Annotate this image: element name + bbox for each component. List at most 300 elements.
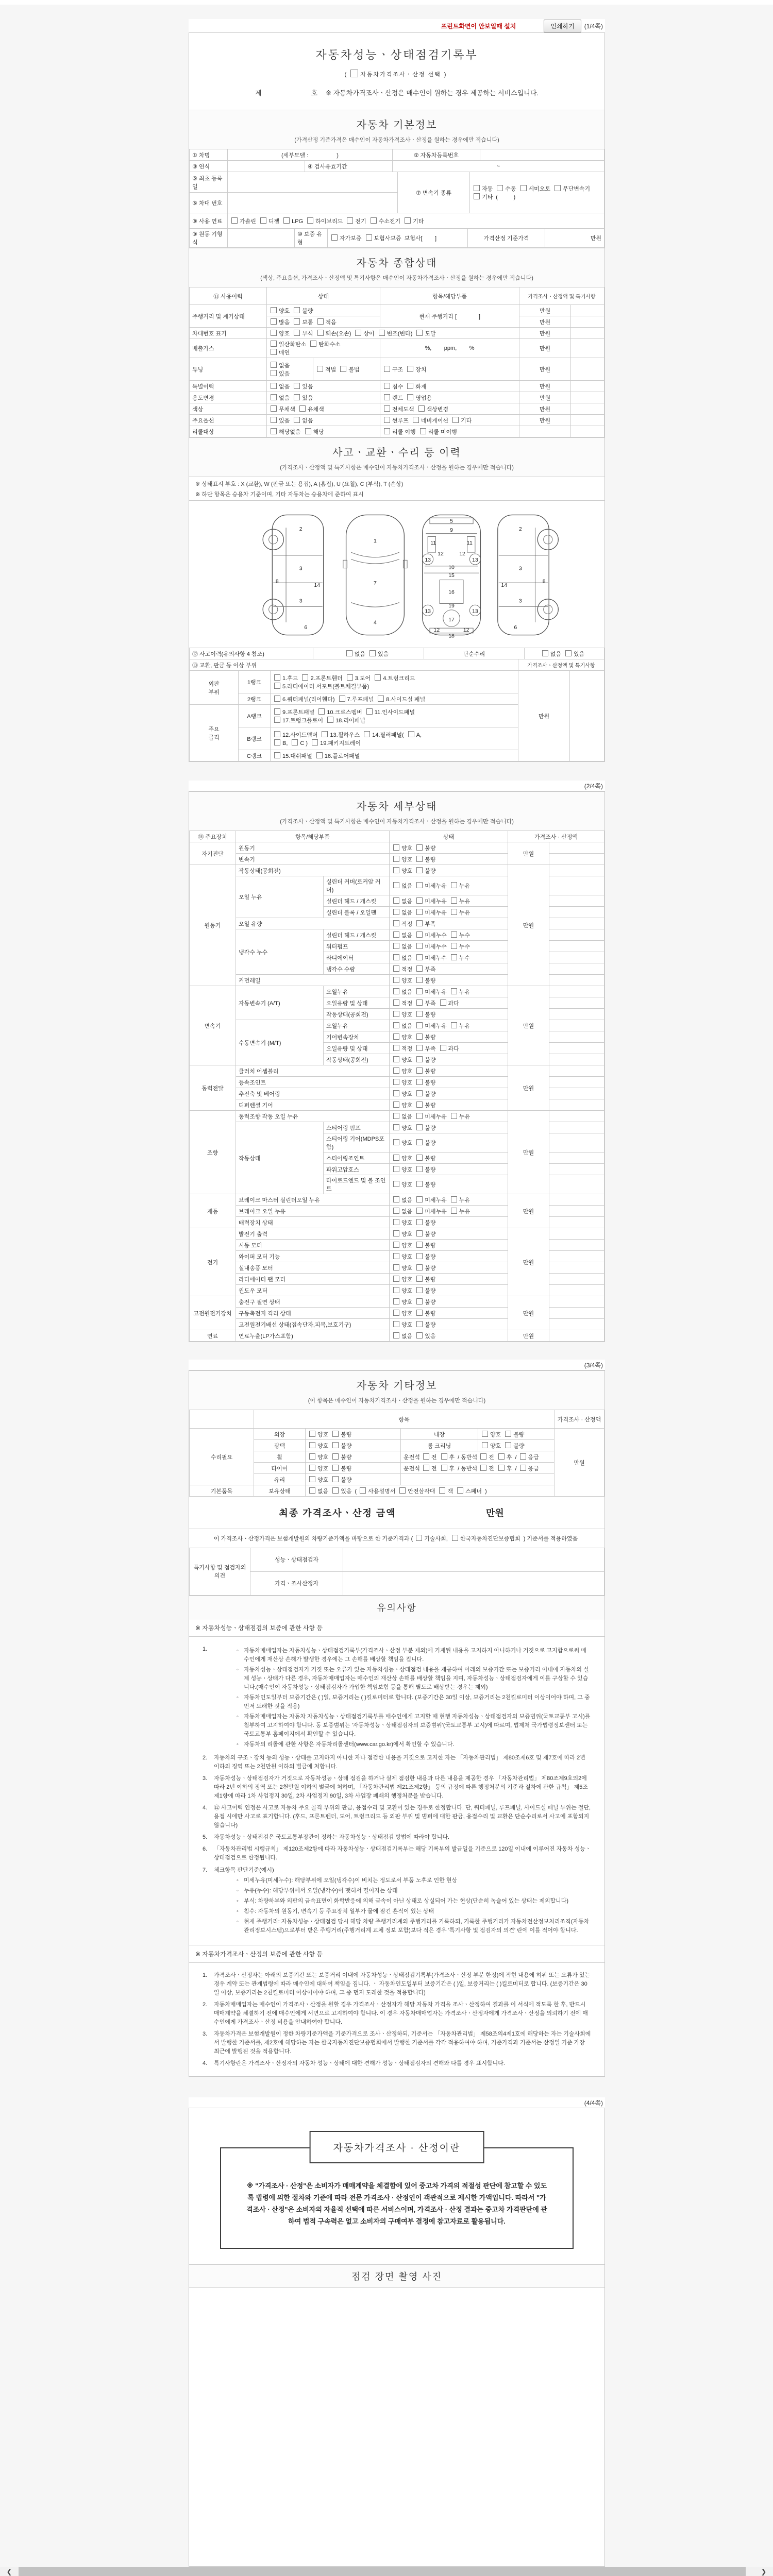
checkbox[interactable] (416, 1535, 422, 1541)
note-cell (571, 316, 604, 328)
note-cell (549, 842, 604, 854)
scroll-right-button[interactable]: ❯ (754, 2567, 773, 2576)
checkbox[interactable] (407, 383, 413, 389)
notice-text: 「자동차관리법 시행규칙」 제120조제2항에 따라 자동차성능ㆍ상태점검기록부는 해당 기록부의 발급일을 기준으로 120일 이내에 이루어진 자동차 성능ㆍ상태점검으로 한정됩니다. (214, 1846, 591, 1861)
checkbox-label: 양호 (401, 1140, 413, 1146)
checkbox[interactable] (332, 1453, 339, 1460)
subitem-label: 실린더 커버(로커암 커버) (324, 876, 390, 895)
tuning-kind (380, 358, 519, 381)
checkbox[interactable] (416, 1056, 423, 1062)
checkbox-label: 불량 (425, 1310, 436, 1317)
checkbox[interactable] (317, 318, 324, 325)
checkbox[interactable] (451, 1196, 457, 1202)
checkbox[interactable] (271, 417, 277, 423)
checkbox[interactable] (416, 1264, 423, 1270)
header-row (190, 1410, 604, 1429)
checkbox-option (378, 329, 413, 337)
checkbox[interactable] (274, 674, 280, 681)
checkbox[interactable] (505, 1442, 511, 1448)
checkbox[interactable] (271, 428, 277, 434)
checkbox[interactable] (393, 1022, 399, 1028)
price-cell: 만원 (508, 1065, 549, 1111)
checkbox[interactable] (423, 1465, 429, 1471)
checkbox-option (383, 382, 403, 391)
checkbox[interactable] (416, 1298, 423, 1304)
checkbox[interactable] (366, 234, 372, 241)
remark-table (189, 1548, 604, 1596)
checkbox[interactable] (498, 1465, 505, 1471)
checkbox[interactable] (440, 999, 446, 1006)
checkbox[interactable] (480, 1465, 486, 1471)
checkbox[interactable] (416, 330, 423, 336)
table-row (190, 1429, 604, 1440)
checkbox[interactable] (498, 1453, 505, 1460)
checkbox[interactable] (393, 897, 399, 904)
checkbox[interactable] (505, 1431, 511, 1437)
checkbox-label: 미세누유 (425, 1023, 447, 1029)
checkbox[interactable] (482, 1431, 488, 1437)
checkbox[interactable] (451, 1208, 457, 1214)
checkbox[interactable] (393, 1079, 399, 1085)
section-note: (색상, 주요옵션, 가격조사ㆍ산정액 및 특기사항은 매수인이 자동차가격조사ㆍ산정을 원하는 경우에만 적습니다) (260, 275, 533, 281)
checkbox[interactable] (416, 920, 423, 926)
notice-number: 5. (203, 1834, 208, 1841)
checkbox[interactable] (350, 70, 358, 77)
checkbox[interactable] (416, 931, 423, 938)
print-button[interactable]: 인쇄하기 (544, 20, 581, 32)
checkbox[interactable] (416, 1321, 423, 1327)
checkbox[interactable] (274, 717, 280, 723)
checkbox-label: 훼손(오손) (325, 330, 351, 337)
checkbox[interactable] (393, 1056, 399, 1062)
state-options (390, 1043, 508, 1054)
mileage-state-2 (267, 316, 380, 328)
checkbox-label: 기타 (461, 417, 472, 424)
checkbox[interactable] (331, 234, 338, 241)
checkbox[interactable] (384, 417, 390, 423)
checkbox[interactable] (451, 943, 457, 949)
checkbox[interactable] (416, 882, 423, 888)
checkbox[interactable] (393, 1253, 399, 1259)
checkbox-option (270, 405, 295, 413)
checkbox-label: 없음 (279, 395, 290, 401)
checkbox[interactable] (312, 739, 318, 745)
checkbox[interactable] (327, 717, 333, 723)
note-cell (549, 1111, 604, 1122)
checkbox[interactable] (393, 1101, 399, 1108)
checkbox[interactable] (399, 1487, 406, 1494)
checkbox[interactable] (440, 1045, 446, 1051)
checkbox[interactable] (520, 185, 527, 191)
checkbox[interactable] (416, 943, 423, 949)
checkbox[interactable] (393, 977, 399, 983)
checkbox[interactable] (416, 897, 423, 904)
checkbox-option (392, 1044, 412, 1053)
checkbox[interactable] (407, 366, 413, 372)
checkbox[interactable] (416, 1310, 423, 1316)
checkbox-option (392, 1154, 412, 1162)
rank-B: B랭크 (239, 727, 271, 750)
checkbox[interactable] (554, 185, 561, 191)
checkbox[interactable] (416, 1124, 423, 1130)
checkbox[interactable] (332, 1465, 339, 1471)
checkbox[interactable] (332, 1442, 339, 1448)
checkbox[interactable] (384, 366, 390, 372)
checkbox[interactable] (309, 1476, 315, 1482)
checkbox[interactable] (482, 1442, 488, 1448)
checkbox[interactable] (416, 1181, 423, 1187)
checkbox[interactable] (384, 383, 390, 389)
checkbox[interactable] (294, 307, 300, 313)
checkbox[interactable] (393, 1276, 399, 1282)
checkbox[interactable] (416, 1253, 423, 1259)
item-label: 윈도우 모터 (236, 1285, 390, 1296)
checkbox-option (415, 897, 447, 905)
checkbox[interactable] (309, 1465, 315, 1471)
checkbox-option (270, 382, 290, 391)
checkbox[interactable] (294, 383, 300, 389)
option-exist (267, 415, 380, 426)
checkbox[interactable] (393, 1208, 399, 1214)
checkbox[interactable] (355, 330, 361, 336)
checkbox[interactable] (408, 731, 414, 737)
checkbox[interactable] (393, 988, 399, 994)
checkbox-label: 영업용 (415, 395, 432, 401)
checkbox-label: 자동 (482, 185, 493, 192)
checkbox[interactable] (451, 931, 457, 938)
checkbox[interactable] (416, 909, 423, 915)
checkbox[interactable] (393, 909, 399, 915)
horizontal-scrollbar[interactable] (0, 2567, 773, 2576)
checkbox[interactable] (271, 394, 277, 400)
checkbox[interactable] (302, 674, 308, 681)
checkbox-label: 양호 (401, 1011, 413, 1018)
checkbox[interactable] (369, 650, 376, 656)
checkbox-label: 양호 (279, 330, 290, 337)
group-외판부위 (190, 671, 239, 705)
checkbox-label: 적법 (325, 366, 337, 373)
checkbox[interactable] (393, 1242, 399, 1248)
checkbox[interactable] (452, 1535, 458, 1541)
checkbox[interactable] (384, 428, 390, 434)
checkbox[interactable] (309, 1431, 315, 1437)
checkbox[interactable] (271, 330, 277, 336)
panel-number: 17 (448, 616, 455, 623)
checkbox[interactable] (416, 1079, 423, 1085)
checkbox[interactable] (416, 1287, 423, 1293)
checkbox[interactable] (364, 731, 370, 737)
blank-cell (401, 1474, 554, 1485)
checkbox[interactable] (416, 965, 423, 972)
checkbox[interactable] (274, 731, 280, 737)
label-주요옵션: 주요옵션 (190, 415, 267, 426)
checkbox[interactable] (294, 318, 300, 325)
checkbox[interactable] (416, 1230, 423, 1236)
note-cell (549, 1133, 604, 1153)
checkbox[interactable] (274, 739, 280, 745)
checkbox[interactable] (322, 731, 328, 737)
state-options (390, 952, 508, 963)
checkbox[interactable] (413, 417, 419, 423)
checkbox[interactable] (451, 1113, 457, 1119)
checkbox-label: 양호 (317, 1477, 329, 1483)
state-options (390, 1099, 508, 1111)
checkbox[interactable] (393, 1196, 399, 1202)
checkbox[interactable] (393, 1287, 399, 1293)
checkbox[interactable] (423, 1453, 429, 1460)
checkbox[interactable] (420, 428, 426, 434)
checkbox-label: 리콜 미이행 (428, 429, 457, 435)
checkbox[interactable] (393, 943, 399, 949)
checkbox[interactable] (393, 965, 399, 972)
checkbox[interactable] (393, 1332, 399, 1338)
subitem-label: 작동상태(공회전) (324, 1054, 390, 1065)
checkbox[interactable] (520, 1465, 526, 1471)
checkbox[interactable] (416, 1033, 423, 1040)
checkbox[interactable] (542, 650, 548, 656)
checkbox[interactable] (439, 1487, 445, 1494)
checkbox[interactable] (565, 650, 572, 656)
checkbox[interactable] (393, 1321, 399, 1327)
special-kind (380, 381, 519, 392)
note-cell (571, 339, 604, 358)
checkbox[interactable] (520, 1453, 526, 1460)
label-연식: ③ 연식 (190, 161, 228, 172)
note-cell (549, 854, 604, 865)
checkbox[interactable] (393, 1033, 399, 1040)
checkbox[interactable] (405, 217, 411, 224)
print-install-note: 프린트화면이 안보일때 설치 (441, 22, 516, 30)
checkbox-option (392, 1207, 412, 1215)
checkbox[interactable] (474, 193, 480, 199)
checkbox[interactable] (274, 696, 280, 702)
checkbox[interactable] (407, 394, 413, 400)
service-note: ※ 자동차가격조사ㆍ산정은 매수인이 원하는 경우 제공하는 서비스입니다. (326, 89, 539, 97)
checkbox[interactable] (271, 362, 277, 368)
rank2-parts (271, 693, 518, 705)
checkbox[interactable] (393, 844, 399, 851)
checkbox[interactable] (305, 428, 311, 434)
checkbox[interactable] (347, 217, 353, 224)
checkbox[interactable] (347, 674, 353, 681)
checkbox[interactable] (452, 417, 459, 423)
checkbox[interactable] (451, 988, 457, 994)
checkbox[interactable] (416, 856, 423, 862)
checkbox[interactable] (393, 1166, 399, 1172)
state-options (390, 986, 508, 997)
checkbox[interactable] (416, 954, 423, 960)
checkbox[interactable] (416, 1166, 423, 1172)
checkbox[interactable] (318, 708, 325, 715)
checkbox[interactable] (418, 405, 425, 412)
checkbox[interactable] (416, 1090, 423, 1096)
subitem-label: 냉각수 수량 (324, 963, 390, 975)
checkbox[interactable] (393, 1067, 399, 1074)
checkbox[interactable] (360, 1487, 366, 1494)
checkbox[interactable] (274, 683, 280, 689)
checkbox[interactable] (416, 1196, 423, 1202)
checkbox[interactable] (393, 920, 399, 926)
checkbox[interactable] (393, 1090, 399, 1096)
checkbox[interactable] (416, 1219, 423, 1225)
checkbox[interactable] (292, 739, 298, 745)
checkbox[interactable] (309, 1442, 315, 1448)
checkbox[interactable] (393, 1181, 399, 1187)
checkbox[interactable] (416, 1208, 423, 1214)
scroll-left-button[interactable]: ❮ (0, 2567, 19, 2576)
table-row (190, 392, 604, 403)
checkbox[interactable] (497, 185, 503, 191)
checkbox-label: 양호 (401, 1102, 413, 1109)
checkbox[interactable] (294, 330, 300, 336)
state-options (390, 997, 508, 1009)
checkbox[interactable] (451, 954, 457, 960)
checkbox[interactable] (393, 1298, 399, 1304)
checkbox[interactable] (393, 999, 399, 1006)
checkbox[interactable] (451, 909, 457, 915)
notice-text: ⑫ 사고이력 인정은 사고로 자동차 주요 골격 부위의 판금, 용접수리 및 교환이 있는 경우로 한정합니다. 단, 쿼터패널, 루프패널, 사이드실 패널 부위는 절단, 용접 시에만 사고로 표기합니다. (후드, 프론트펜더, 도어, 트렁크리드 등 외판 부위 및 범퍼에 대한 판금, 용접수리 및 교환은 단순수리로서 사고에 포함되지 않습니다) (214, 1805, 591, 1829)
state-options (390, 1009, 508, 1020)
checkbox[interactable] (451, 897, 457, 904)
checkbox[interactable] (416, 1332, 423, 1338)
checkbox[interactable] (375, 674, 381, 681)
checkbox[interactable] (231, 217, 238, 224)
checkbox[interactable] (274, 708, 280, 715)
checkbox-label: 양호 (401, 1242, 413, 1249)
checkbox[interactable] (260, 217, 266, 224)
notice1-body (189, 1637, 604, 1945)
checkbox[interactable] (480, 1453, 486, 1460)
checkbox[interactable] (283, 217, 290, 224)
checkbox[interactable] (393, 856, 399, 862)
checkbox[interactable] (393, 1230, 399, 1236)
checkbox[interactable] (393, 1139, 399, 1145)
checkbox[interactable] (271, 383, 277, 389)
checkbox[interactable] (346, 650, 352, 656)
panel-number: 13 (425, 557, 431, 564)
checkbox[interactable] (271, 370, 277, 376)
checkbox-label: 불량 (425, 1242, 436, 1249)
state-options (390, 1054, 508, 1065)
item-label: 냉각수 누수 (236, 929, 324, 975)
checkbox[interactable] (384, 394, 390, 400)
checkbox[interactable] (271, 405, 277, 412)
panel-number: 3 (518, 565, 522, 572)
checkbox[interactable] (416, 1276, 423, 1282)
checkbox[interactable] (310, 341, 316, 347)
checkbox-label: 탄화수소 (318, 342, 341, 348)
checkbox[interactable] (384, 405, 390, 412)
scrollbar-thumb[interactable] (19, 2567, 746, 2576)
checkbox-label: 양호 (401, 1253, 413, 1260)
checkbox-option (415, 1332, 435, 1340)
price-cell: 만원 (508, 986, 549, 1065)
checkbox[interactable] (393, 931, 399, 938)
checkbox[interactable] (379, 330, 385, 336)
checkbox-option (415, 1320, 435, 1329)
checkbox[interactable] (393, 954, 399, 960)
checkbox[interactable] (332, 1476, 339, 1482)
checkbox[interactable] (416, 999, 423, 1006)
checkbox[interactable] (416, 1242, 423, 1248)
checkbox[interactable] (416, 1101, 423, 1108)
checkbox[interactable] (416, 1139, 423, 1145)
checkbox[interactable] (332, 1431, 339, 1437)
checkbox[interactable] (416, 1113, 423, 1119)
checkbox[interactable] (299, 405, 306, 412)
checkbox[interactable] (393, 1155, 399, 1161)
notice-item (203, 1774, 591, 1801)
checkbox-option (481, 1430, 501, 1438)
checkbox[interactable] (474, 185, 480, 191)
checkbox[interactable] (416, 1011, 423, 1017)
checkbox[interactable] (393, 1264, 399, 1270)
notice-item (203, 2059, 591, 2068)
checkbox[interactable] (332, 1487, 339, 1494)
checkbox[interactable] (393, 1045, 399, 1051)
checkbox[interactable] (271, 318, 277, 325)
checkbox[interactable] (271, 341, 277, 347)
checkbox-option (315, 752, 360, 760)
checkbox[interactable] (416, 1155, 423, 1161)
checkbox-option (273, 674, 298, 682)
checkbox[interactable] (316, 752, 323, 758)
checkbox[interactable] (393, 1124, 399, 1130)
checkbox[interactable] (416, 844, 423, 851)
checkbox[interactable] (274, 752, 280, 758)
checkbox-label: 불량 (425, 1299, 436, 1306)
checkbox[interactable] (309, 1453, 315, 1460)
checkbox[interactable] (378, 696, 384, 702)
checkbox[interactable] (340, 366, 346, 372)
checkbox[interactable] (294, 394, 300, 400)
checkbox-option (415, 954, 447, 962)
checkbox[interactable] (393, 882, 399, 888)
checkbox[interactable] (271, 307, 277, 313)
checkbox[interactable] (451, 1022, 457, 1028)
checkbox[interactable] (416, 1067, 423, 1074)
checkbox[interactable] (393, 1113, 399, 1119)
note-cell (571, 358, 604, 381)
checkbox[interactable] (339, 696, 345, 702)
checkbox[interactable] (317, 330, 324, 336)
checkbox-option (293, 318, 313, 326)
checkbox[interactable] (441, 1465, 447, 1471)
checkbox[interactable] (416, 1022, 423, 1028)
checkbox[interactable] (441, 1453, 447, 1460)
checkbox[interactable] (271, 349, 277, 355)
checkbox[interactable] (393, 1310, 399, 1316)
checkbox[interactable] (451, 882, 457, 888)
checkbox[interactable] (393, 867, 399, 873)
checkbox[interactable] (294, 417, 300, 423)
checkbox-option (415, 1044, 435, 1053)
checkbox[interactable] (416, 867, 423, 873)
checkbox[interactable] (416, 1045, 423, 1051)
checkbox[interactable] (393, 1219, 399, 1225)
checkbox[interactable] (317, 366, 323, 372)
checkbox[interactable] (393, 1011, 399, 1017)
checkbox-option (331, 1430, 351, 1438)
checkbox[interactable] (416, 988, 423, 994)
checkbox[interactable] (366, 708, 373, 715)
checkbox[interactable] (371, 217, 377, 224)
checkbox[interactable] (416, 977, 423, 983)
checkbox[interactable] (457, 1487, 463, 1494)
checkbox-option (392, 855, 412, 863)
checkbox[interactable] (307, 217, 313, 224)
checkbox[interactable] (309, 1487, 315, 1494)
